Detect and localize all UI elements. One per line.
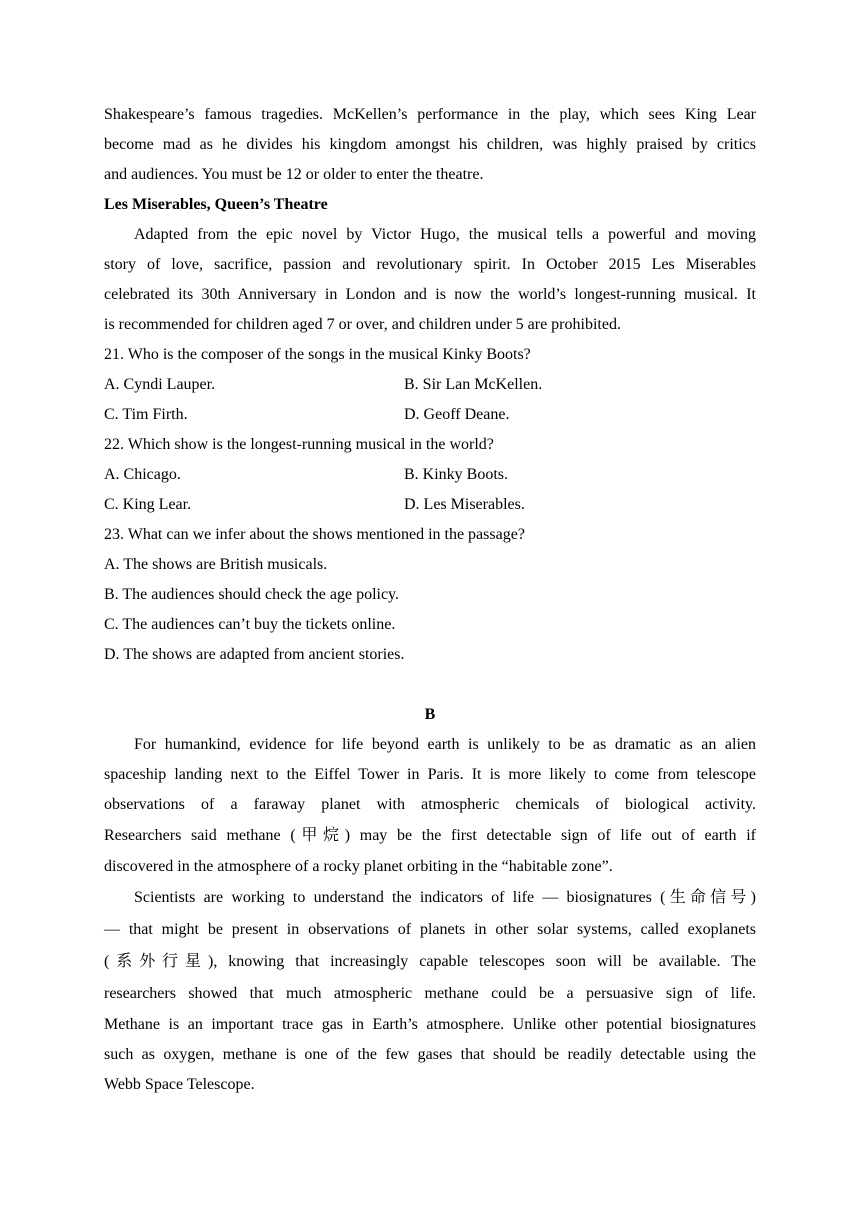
text-line: celebrated its 30th Anniversary in London and is now the world’s longest-running musical. It	[104, 286, 756, 303]
option-a: A. Chicago.	[104, 466, 181, 483]
text-line: — that might be present in observations of planets in other solar systems, called exoplanets	[104, 921, 756, 938]
option-c: C. The audiences can’t buy the tickets online.	[104, 616, 396, 633]
text-line: Webb Space Telescope.	[104, 1076, 255, 1093]
text-line: (系外行星), knowing that increasingly capable telescopes soon will be available. The	[104, 953, 756, 970]
passage-b-paragraph-2	[104, 882, 756, 1100]
text-line: become mad as he divides his kingdom amongst his children, was highly praised by critics	[104, 136, 756, 153]
question-stem: 23. What can we infer about the shows mentioned in the passage?	[104, 526, 525, 543]
text-line: Methane is an important trace gas in Earth’s atmosphere. Unlike other potential biosignatures	[104, 1016, 756, 1033]
option-row	[104, 460, 756, 490]
text-line: For humankind, evidence for life beyond earth is unlikely to be as dramatic as an alien	[134, 736, 756, 753]
option-d: D. The shows are adapted from ancient stories.	[104, 646, 405, 663]
question-stem: 21. Who is the composer of the songs in the musical Kinky Boots?	[104, 346, 531, 363]
option-b: B. Sir Lan McKellen.	[404, 376, 543, 393]
text-line: discovered in the atmosphere of a rocky planet orbiting in the “habitable zone”.	[104, 858, 613, 875]
option-a: A. The shows are British musicals.	[104, 556, 328, 573]
option-row	[104, 490, 756, 520]
option-d: D. Geoff Deane.	[404, 406, 510, 423]
text-line: story of love, sacrifice, passion and revolutionary spirit. In October 2015 Les Miserables	[104, 256, 756, 273]
question-22	[104, 430, 756, 520]
option-row	[104, 400, 756, 430]
section-heading: Les Miserables, Queen’s Theatre	[104, 196, 328, 213]
text-line: and audiences. You must be 12 or older to enter the theatre.	[104, 166, 484, 183]
option-b: B. The audiences should check the age policy.	[104, 586, 400, 603]
passage-b-paragraph-1	[104, 730, 756, 882]
text-line: observations of a faraway planet with atmospheric chemicals of biological activity.	[104, 796, 756, 813]
text-line: Adapted from the epic novel by Victor Hugo, the musical tells a powerful and moving	[134, 226, 756, 243]
text-line: Shakespeare’s famous tragedies. McKellen’s performance in the play, which sees King Lear	[104, 106, 756, 123]
text-line: researchers showed that much atmospheric methane could be a persuasive sign of life.	[104, 985, 756, 1002]
passage-a-tail	[104, 100, 756, 340]
option-a: A. Cyndi Lauper.	[104, 376, 216, 393]
option-b: B. Kinky Boots.	[404, 466, 509, 483]
text-line: such as oxygen, methane is one of the few gases that should be readily detectable using the	[104, 1046, 756, 1063]
spacer	[104, 670, 756, 700]
text-line: is recommended for children aged 7 or over, and children under 5 are prohibited.	[104, 316, 621, 333]
option-row	[104, 370, 756, 400]
text-line: Scientists are working to understand the indicators of life — biosignatures (生命信号)	[134, 889, 756, 906]
question-stem: 22. Which show is the longest-running musical in the world?	[104, 436, 494, 453]
question-23	[104, 520, 756, 670]
document-page	[104, 100, 756, 1100]
text-line: Researchers said methane (甲烷) may be the first detectable sign of life out of earth if	[104, 827, 756, 844]
option-c: C. Tim Firth.	[104, 406, 188, 423]
option-c: C. King Lear.	[104, 496, 192, 513]
option-d: D. Les Miserables.	[404, 496, 525, 513]
question-21	[104, 340, 756, 430]
passage-title: B	[424, 706, 436, 723]
text-line: spaceship landing next to the Eiffel Tower in Paris. It is more likely to come from telescope	[104, 766, 756, 783]
passage-b	[104, 700, 756, 1100]
